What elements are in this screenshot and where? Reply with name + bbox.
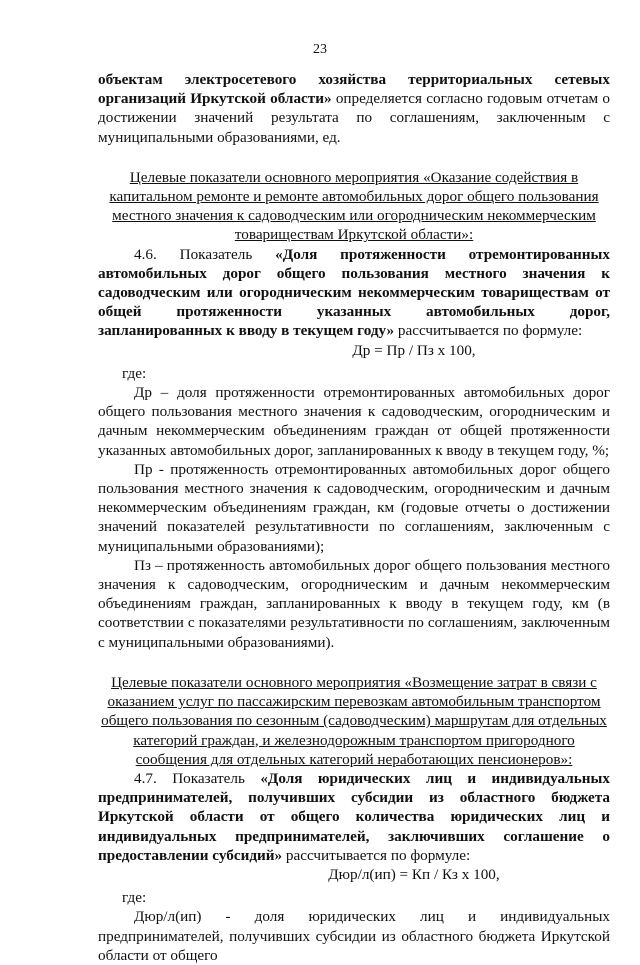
indicator-4-7-rest: рассчитывается по формуле: — [282, 846, 471, 864]
indicator-4-7-paragraph — [98, 769, 610, 865]
definition-dr: Др – доля протяженности отремонтированных автомобильных дорог общего пользования местного значения к садоводческим, огородническим и дачным некоммерческим объединениям граждан от общей протяженности указанных автомобильных дорог, запланированных к вводу в текущем году, %; — [98, 384, 610, 459]
intro-rest: определяется согласно годовым отчетам о достижении значений результата по соглашениям, заключенным с муниципальными образованиями, ед. — [98, 90, 610, 146]
formula-4-7: Дюр/л(ип) = Кп / Кз х 100, — [328, 865, 500, 883]
indicator-4-6-rest: рассчитывается по формуле: — [394, 322, 583, 340]
where-label-4-6: где: — [122, 364, 147, 382]
definition-pr: Пр - протяженность отремонтированных автомобильных дорог общего пользования местного значения к садоводческим, огородническим и дачным некоммерческим объединениям граждан, км (годовые отчеты о достижении значений показателей результативности по соглашениям, заключенным с муниципальными образованиями); — [98, 460, 610, 555]
page-number: 23 — [313, 42, 327, 57]
definition-dyur: Дюр/л(ип) - доля юридических лиц и индивидуальных предпринимателей, получивших субсидии из областного бюджета Иркутской области от общего — [98, 908, 610, 964]
indicator-4-7-number: 4.7. Показатель — [134, 769, 245, 787]
intro-bold-line1: объектам электросетевого хозяйства территориальных сетевых — [98, 71, 610, 88]
formula-4-6: Др = Пр / Пз х 100, — [352, 341, 476, 359]
indicator-4-7-title: «Доля юридических лиц и индивидуальных предпринимателей, получивших субсидии из областного бюджета Иркутской области от общего количества юридических лиц и индивидуальных предпринимателей, заключивших соглашение о предоставлении субсидий» — [98, 769, 610, 864]
indicator-4-6-paragraph — [98, 245, 610, 341]
intro-bold-line2: организаций Иркутской области» — [98, 90, 332, 108]
page-content — [98, 70, 610, 965]
where-label-4-7: где: — [122, 889, 147, 907]
indicator-4-6-title: «Доля протяженности отремонтированных автомобильных дорог общего пользования местного значения к садоводческим или огородническим некоммерческим товариществам от общей протяженности указанных автомобильных дорог, запланированных к вводу в текущем году» — [98, 245, 611, 340]
intro-paragraph — [98, 70, 610, 147]
definition-pz: Пз – протяженность автомобильных дорог общего пользования местного значения к садоводческим, огородническим и дачным некоммерческим объединениям граждан, запланированных к вводу в текущем году, км (в соответствии с показателями результативности по соглашениям, заключенным с муниципальными образованиями). — [98, 556, 610, 651]
indicator-4-6-number: 4.6. Показатель — [134, 245, 253, 263]
section-heading-road-repair: Целевые показатели основного мероприятия «Оказание содействия в капитальном ремонте и ремонте автомобильных дорог общего пользования местного значения к садоводческим или огородническим некоммерческим товариществам Иркутской области»: — [109, 168, 599, 244]
section-heading-passenger-transport: Целевые показатели основного мероприятия «Возмещение затрат в связи с оказанием услуг по пассажирским перевозкам автомобильным транспортом общего пользования по сезонным (садоводческим) маршрутам для отдельных категорий граждан, и железнодорожным транспортом пригородного сообщения для отдельных категорий неработающих пенсионеров»: — [101, 673, 607, 768]
